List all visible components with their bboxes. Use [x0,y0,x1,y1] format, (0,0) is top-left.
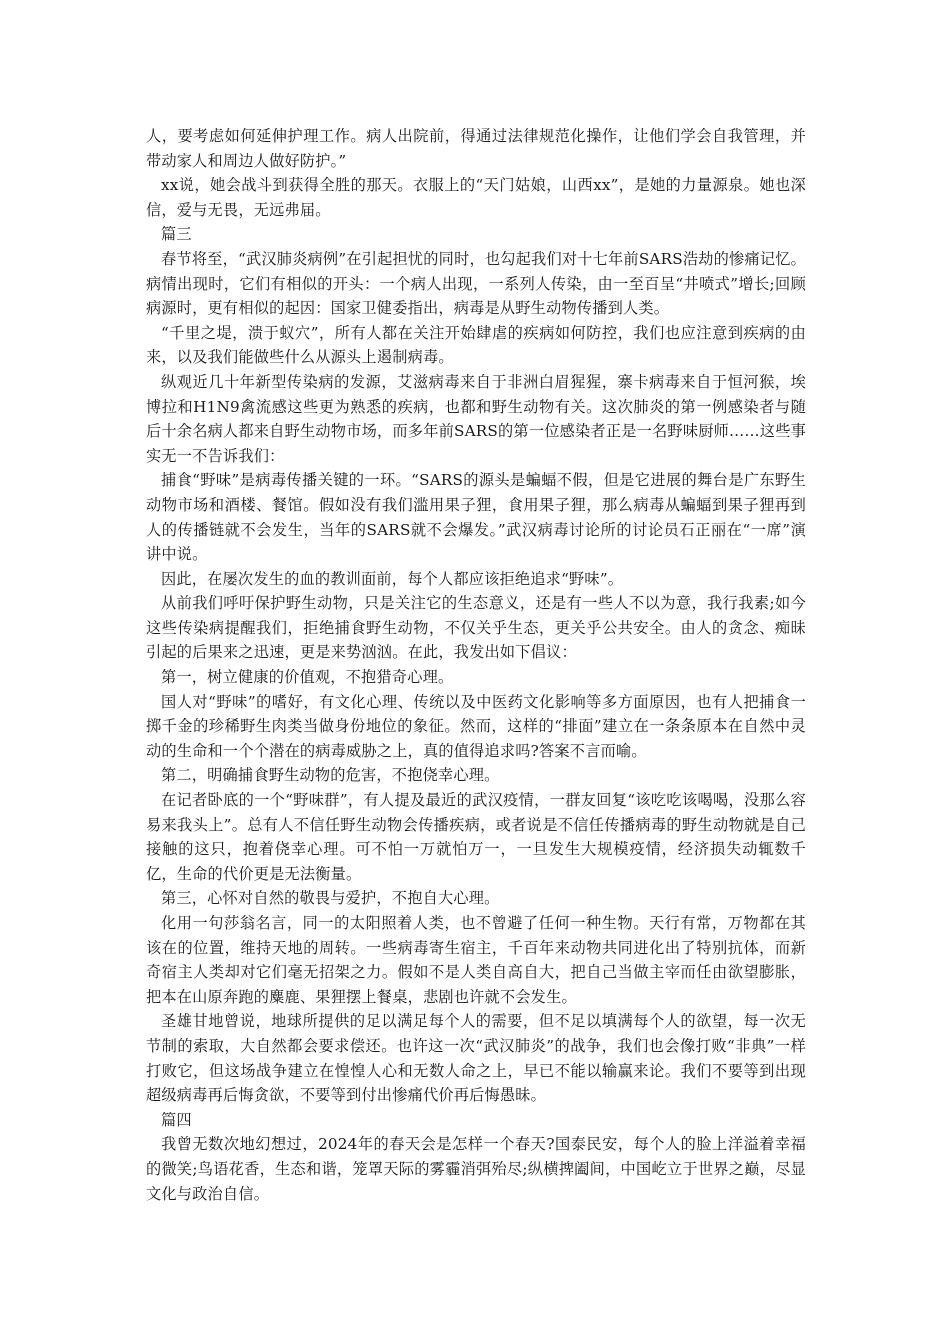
paragraph: “千里之堤，溃于蚁穴”，所有人都在关注开始肆虐的疾病如何防控，我们也应注意到疾病的由来，以及我们能做些什么从源头上遏制病毒。 [146,323,806,367]
proposal-point-one: 第一，树立健康的价值观，不抱猎奇心理。 [161,668,454,687]
proposal-point-three: 第三，心怀对自然的敬畏与爱护，不抱自大心理。 [161,889,500,908]
document-body [146,124,806,1206]
proposal-point-two: 第二，明确捕食野生动物的危害，不抱侥幸心理。 [161,766,500,785]
paragraph: 春节将至，“武汉肺炎病例”在引起担忧的同时，也勾起我们对十七年前SARS浩劫的惨痛记忆。病情出现时，它们有相似的开头：一个病人出现，一系列人传染，由一至百呈“井喷式”增长;回顾病源时，更有相似的起因：国家卫健委指出，病毒是从野生动物传播到人类。 [146,249,806,318]
paragraph: xx说，她会战斗到获得全胜的那天。衣服上的“天门姑娘，山西xx”，是她的力量源泉。她也深信，爱与无畏，无远弗届。 [146,176,806,219]
paragraph: 从前我们呼吁保护野生动物，只是关注它的生态意义，还是有一些人不以为意，我行我素;如今这些传染病提醒我们，拒绝捕食野生动物，不仅关乎生态，更关乎公共安全。由人的贪念、痴昧引起的后果来之迅速，更是来势汹汹。在此，我发出如下倡议： [146,594,806,662]
paragraph-continued: 人，要考虑如何延伸护理工作。病人出院前，得通过法律规范化操作，让他们学会自我管理，并带动家人和周边人做好防护。” [146,127,806,170]
section-heading-pian-san: 篇三 [161,225,192,244]
paragraph: 纵观近几十年新型传染病的发源，艾滋病毒来自于非洲白眉猩猩，寨卡病毒来自于恒河猴，埃博拉和H1N9禽流感这些更为熟悉的疾病，也都和野生动物有关。这次肺炎的第一例感染者与随后十余名病人都来自野生动物市场，而多年前SARS的第一位感染者正是一名野味厨师……这些事实无一不告诉我们： [146,372,806,465]
section-heading-pian-si: 篇四 [161,1110,192,1129]
paragraph: 在记者卧底的一个“野味群”，有人提及最近的武汉疫情，一群友回复“该吃吃该喝喝，没那么容易来我头上”。总有人不信任野生动物会传播疾病，或者说是不信任传播病毒的野生动物就是自己接触的这只，抱着侥幸心理。可不怕一万就怕万一，一旦发生大规模疫情，经济损失动辄数千亿，生命的代价更是无法衡量。 [146,791,806,883]
paragraph: 国人对“野味”的嗜好，有文化心理、传统以及中医药文化影响等多方面原因，也有人把捕食一掷千金的珍稀野生肉类当做身份地位的象征。然而，这样的“排面”建立在一条条原本在自然中灵动的生命和一个个潜在的病毒威胁之上，真的值得追求吗?答案不言而喻。 [146,692,806,760]
paragraph: 化用一句莎翁名言，同一的太阳照着人类，也不曾避了任何一种生物。天行有常，万物都在其该在的位置，维持天地的周转。一些病毒寄生宿主，千百年来动物共同进化出了特别抗体，而新奇宿主人类却对它们毫无招架之力。假如不是人类自高自大，把自己当做主宰而任由欲望膨胀，把本在山原奔跑的麋鹿、果狸摆上餐桌，悲剧也许就不会发生。 [146,914,806,1006]
paragraph: 捕食“野味”是病毒传播关键的一环。“SARS的源头是蝙蝠不假，但是它进展的舞台是广东野生动物市场和酒楼、餐馆。假如没有我们滥用果子狸，食用果子狸，那么病毒从蝙蝠到果子狸再到人的传播链就不会发生，当年的SARS就不会爆发。”武汉病毒讨论所的讨论员石正丽在“一席”演讲中说。 [146,471,806,564]
paragraph: 我曾无数次地幻想过，2024年的春天会是怎样一个春天?国泰民安，每个人的脸上洋溢着幸福的微笑;鸟语花香，生态和谐，笼罩天际的雾霾消弭殆尽;纵横捭阖间，中国屹立于世界之巅，尽显文化与政治自信。 [146,1135,806,1203]
paragraph: 圣雄甘地曾说，地球所提供的足以满足每个人的需要，但不足以填满每个人的欲望，每一次无节制的索取，大自然都会要求偿还。也许这一次“武汉肺炎”的战争，我们也会像打败“非典”一样打败它，但这场战争建立在惶惶人心和无数人命之上，早已不能以输赢来论。我们不要等到出现超级病毒再后悔贪欲，不要等到付出惨痛代价再后悔愚昧。 [146,1012,806,1105]
paragraph: 因此，在屡次发生的血的教训面前，每个人都应该拒绝追求“野味”。 [161,569,624,588]
